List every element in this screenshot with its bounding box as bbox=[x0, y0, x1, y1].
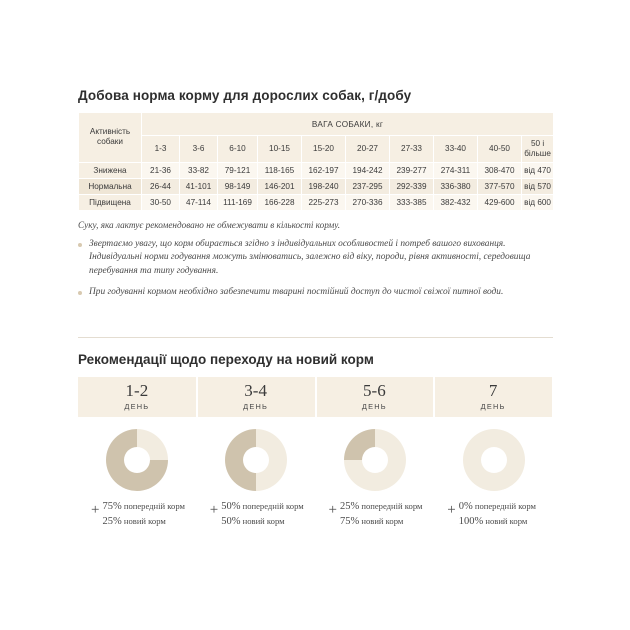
legend-old-1 bbox=[102, 499, 184, 514]
legend-old-percent-1: 75% bbox=[102, 500, 122, 512]
table-header-activity: Активність собаки bbox=[79, 113, 142, 163]
transition-step-4 bbox=[434, 377, 553, 529]
cell-r1-c7: 336-380 bbox=[434, 178, 478, 194]
legend-new-percent-4: 100% bbox=[458, 516, 484, 528]
legend-new-4 bbox=[459, 514, 536, 529]
lactating-note: Суку, яка лактує рекомендовано не обмежувати в кількості корму. bbox=[78, 219, 341, 230]
cell-r0-c7: 274-311 bbox=[434, 162, 478, 178]
section-title-feeding: Добова норма корму для дорослих собак, г/добу bbox=[78, 88, 412, 103]
bullet-item-water-access: При годуванні кормом необхідно забезпечити тварині постійний доступ до чистої свіжої питної води. bbox=[78, 286, 553, 300]
step-legend-4 bbox=[434, 499, 553, 529]
step-legend-2 bbox=[197, 499, 316, 529]
cell-r0-c2: 79-121 bbox=[218, 162, 258, 178]
transition-step-3 bbox=[316, 377, 435, 529]
table-header-weight: ВАГА СОБАКИ, кг bbox=[142, 113, 554, 136]
col-header-3-6: 3-6 bbox=[180, 136, 218, 163]
plus-sign-1: + bbox=[91, 501, 100, 518]
col-header-40-50: 40-50 bbox=[478, 136, 522, 163]
col-header-27-33: 27-33 bbox=[390, 136, 434, 163]
step-header-4 bbox=[434, 377, 553, 417]
notes-bullet-list bbox=[78, 238, 553, 300]
cell-r2-c0: 30-50 bbox=[142, 194, 180, 210]
row-label-normal: Нормальна bbox=[79, 178, 142, 194]
step-number-4: 7 bbox=[488, 381, 498, 400]
cell-r1-c2: 98-149 bbox=[218, 178, 258, 194]
legend-old-label-2: попередній корм bbox=[242, 500, 304, 511]
cell-r1-c6: 292-339 bbox=[390, 178, 434, 194]
feeding-norms-section bbox=[78, 88, 553, 306]
legend-new-3 bbox=[340, 514, 422, 529]
col-header-10-15: 10-15 bbox=[258, 136, 302, 163]
cell-r0-c6: 239-277 bbox=[390, 162, 434, 178]
cell-r0-c9: від 470 bbox=[522, 162, 554, 178]
cell-r1-c8: 377-570 bbox=[478, 178, 522, 194]
legend-old-percent-4: 0% bbox=[458, 500, 473, 512]
donut-wrap-3 bbox=[316, 423, 435, 497]
table-row bbox=[79, 194, 554, 210]
cell-r2-c6: 333-385 bbox=[390, 194, 434, 210]
col-header-1-3: 1-3 bbox=[142, 136, 180, 163]
donut-chart-3 bbox=[344, 429, 406, 491]
step-header-1 bbox=[78, 377, 197, 417]
legend-new-2 bbox=[221, 514, 303, 529]
donut-wrap-4 bbox=[434, 423, 553, 497]
transition-step-1 bbox=[78, 377, 197, 529]
cell-r0-c3: 118-165 bbox=[258, 162, 302, 178]
cell-r0-c8: 308-470 bbox=[478, 162, 522, 178]
donut-chart-1 bbox=[106, 429, 168, 491]
cell-r2-c8: 429-600 bbox=[478, 194, 522, 210]
legend-old-label-1: попередній корм bbox=[123, 500, 185, 511]
col-header-33-40: 33-40 bbox=[434, 136, 478, 163]
section-title-transition: Рекомендації щодо переходу на новий корм bbox=[78, 352, 374, 367]
step-number-2: 3-4 bbox=[244, 381, 267, 400]
legend-old-4 bbox=[459, 499, 536, 514]
cell-r2-c5: 270-336 bbox=[346, 194, 390, 210]
legend-new-1 bbox=[102, 514, 184, 529]
cell-r2-c9: від 600 bbox=[522, 194, 554, 210]
row-label-reduced: Знижена bbox=[79, 162, 142, 178]
cell-r2-c7: 382-432 bbox=[434, 194, 478, 210]
legend-new-percent-2: 50% bbox=[221, 516, 241, 528]
plus-sign-3: + bbox=[328, 501, 337, 518]
step-day-label-3: ДЕНЬ bbox=[361, 401, 387, 411]
legend-new-label-4: новий корм bbox=[485, 516, 528, 527]
cell-r1-c1: 41-101 bbox=[180, 178, 218, 194]
feeding-norms-table bbox=[78, 112, 554, 211]
donut-wrap-2 bbox=[197, 423, 316, 497]
cell-r0-c0: 21-36 bbox=[142, 162, 180, 178]
cell-r1-c4: 198-240 bbox=[302, 178, 346, 194]
col-header-20-27: 20-27 bbox=[346, 136, 390, 163]
legend-old-3 bbox=[340, 499, 422, 514]
plus-sign-2: + bbox=[209, 501, 219, 518]
cell-r0-c4: 162-197 bbox=[302, 162, 346, 178]
step-number-1: 1-2 bbox=[125, 381, 149, 400]
donut-chart-4 bbox=[463, 429, 525, 491]
cell-r0-c5: 194-242 bbox=[346, 162, 390, 178]
cell-r2-c2: 111-169 bbox=[218, 194, 258, 210]
legend-new-label-2: новий корм bbox=[242, 516, 285, 527]
donut-chart-2 bbox=[225, 429, 287, 491]
cell-r1-c5: 237-295 bbox=[346, 178, 390, 194]
step-day-label-4: ДЕНЬ bbox=[480, 401, 506, 411]
legend-old-percent-3: 25% bbox=[339, 500, 360, 512]
col-header-6-10: 6-10 bbox=[218, 136, 258, 163]
step-number-3: 5-6 bbox=[363, 381, 386, 400]
legend-new-label-1: новий корм bbox=[123, 516, 166, 527]
legend-old-label-4: попередній корм bbox=[474, 500, 536, 511]
transition-step-2 bbox=[197, 377, 316, 529]
row-label-increased: Підвищена bbox=[79, 194, 142, 210]
cell-r2-c4: 225-273 bbox=[302, 194, 346, 210]
bullet-item-individual-needs: Звертаємо увагу, що корм обирається згідно з індивідуальних особливостей і потреб вашого вихованця. Індивідуальні норми годування можуть змінюватись, залежно від віку, породи, рівня активності, середовища перебування та типу годування. bbox=[78, 238, 553, 279]
transition-steps bbox=[78, 377, 553, 529]
step-legend-3 bbox=[316, 499, 435, 529]
cell-r2-c1: 47-114 bbox=[180, 194, 218, 210]
step-header-3 bbox=[316, 377, 435, 417]
col-header-50-plus: 50 і більше bbox=[522, 136, 554, 163]
cell-r1-c0: 26-44 bbox=[142, 178, 180, 194]
legend-new-percent-1: 25% bbox=[102, 516, 122, 528]
legend-new-label-3: новий корм bbox=[361, 516, 404, 527]
step-header-2 bbox=[197, 377, 316, 417]
legend-old-label-3: попередній корм bbox=[361, 500, 423, 511]
plus-sign-4: + bbox=[447, 501, 456, 518]
step-legend-1 bbox=[78, 499, 197, 529]
legend-old-percent-2: 50% bbox=[221, 500, 241, 512]
cell-r2-c3: 166-228 bbox=[258, 194, 302, 210]
legend-new-percent-3: 75% bbox=[339, 516, 360, 528]
donut-wrap-1 bbox=[78, 423, 197, 497]
step-day-label-2: ДЕНЬ bbox=[243, 401, 269, 411]
cell-r1-c3: 146-201 bbox=[258, 178, 302, 194]
table-row bbox=[79, 178, 554, 194]
step-day-label-1: ДЕНЬ bbox=[124, 401, 150, 411]
col-header-15-20: 15-20 bbox=[302, 136, 346, 163]
cell-r0-c1: 33-82 bbox=[180, 162, 218, 178]
legend-old-2 bbox=[221, 499, 303, 514]
cell-r1-c9: від 570 bbox=[522, 178, 554, 194]
table-header-row-weights bbox=[79, 136, 554, 163]
section-divider bbox=[78, 337, 553, 338]
table-row bbox=[79, 162, 554, 178]
transition-section bbox=[78, 352, 553, 529]
